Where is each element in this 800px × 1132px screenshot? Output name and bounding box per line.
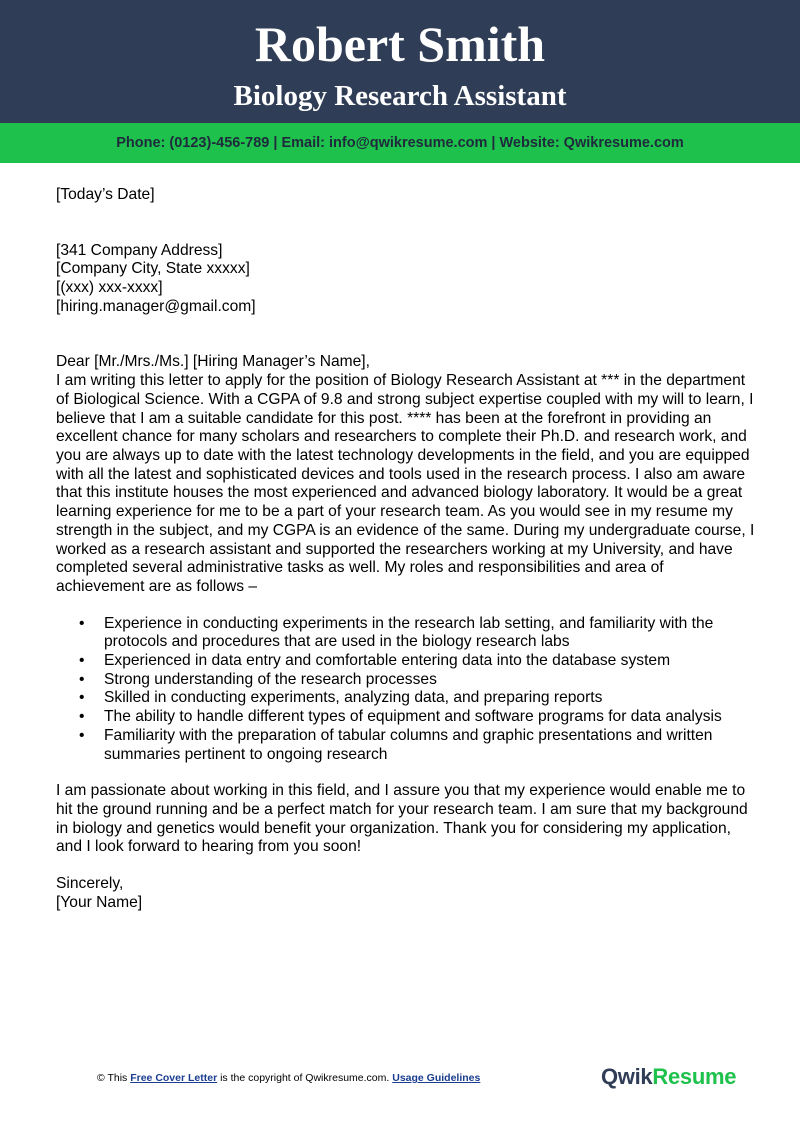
responsibilities-list <box>56 615 756 765</box>
qwikresume-logo <box>601 1063 736 1091</box>
list-item: • Experienced in data entry and comfortable entering data into the database system <box>56 652 756 671</box>
copyright-middle: is the copyright of Qwikresume.com. <box>217 1072 393 1084</box>
list-item: • The ability to handle different types of equipment and software programs for data analysis <box>56 708 756 727</box>
contact-bar: Phone: (0123)-456-789 | Email: info@qwikresume.com | Website: Qwikresume.com <box>0 123 800 163</box>
usage-guidelines-link[interactable]: Usage Guidelines <box>392 1072 481 1084</box>
letter-date: [Today’s Date] <box>56 186 155 203</box>
intro-paragraph: I am writing this letter to apply for the position of Biology Research Assistant at *** in the department of Biological Science. With a CGPA of 9.8 and strong subject expertise coupled with my will to learn, I believe that I am a suitable candidate for this post. **** has been at the forefront in providing an excellent chance for many scholars and researchers to complete their Ph.D. and research work, and you are always up to date with the latest technology developments in the field, and you are equipped with all the latest and sophisticated devices and tools used in the research process. I also am aware that this institute houses the most experienced and advanced biology laboratory. It would be a great learning experience for me to be a part of your research team. As you would see in my resume my strength in the subject, and my CGPA is an evidence of the same. During my undergraduate course, I worked as a research assistant and supported the researchers working at my University, and have completed several administrative tasks as well. My roles and responsibilities and area of achievement are as follows – <box>56 372 755 595</box>
list-item: • Skilled in conducting experiments, analyzing data, and preparing reports <box>56 689 756 708</box>
letter-body <box>56 186 756 913</box>
list-item: • Strong understanding of the research processes <box>56 671 756 690</box>
list-item: • Experience in conducting experiments in the research lab setting, and familiarity with the protocols and procedures that are used in the biology research labs <box>56 615 756 652</box>
address-line: [hiring.manager@gmail.com] <box>56 297 256 315</box>
logo-part-qwik: Qwik <box>601 1064 653 1089</box>
copyright-note <box>97 1071 480 1085</box>
applicant-name: Robert Smith <box>254 16 546 72</box>
signoff: Sincerely, <box>56 875 124 893</box>
recipient-address <box>56 242 756 317</box>
address-line: [341 Company Address] <box>56 241 223 259</box>
address-line: [Company City, State xxxxx] <box>56 260 250 278</box>
free-cover-letter-link[interactable]: Free Cover Letter <box>130 1072 218 1084</box>
header-banner <box>0 0 800 123</box>
list-item: • Familiarity with the preparation of tabular columns and graphic presentations and written summaries pertinent to ongoing research <box>56 727 756 764</box>
job-title: Biology Research Assistant <box>233 80 567 112</box>
logo-part-resume: Resume <box>652 1064 737 1089</box>
closing-paragraph: I am passionate about working in this field, and I assure you that my experience would enable me to hit the ground running and be a perfect match for your research team. I am sure that my background in biology and genetics would benefit your organization. Thank you for considering my application, and I look forward to hearing from you soon! <box>56 782 748 856</box>
greeting: Dear [Mr./Mrs./Ms.] [Hiring Manager’s Name], <box>56 352 370 370</box>
copyright-prefix: © This <box>97 1072 131 1084</box>
address-line: [(xxx) xxx-xxxx] <box>56 279 163 297</box>
signature: [Your Name] <box>56 893 143 911</box>
